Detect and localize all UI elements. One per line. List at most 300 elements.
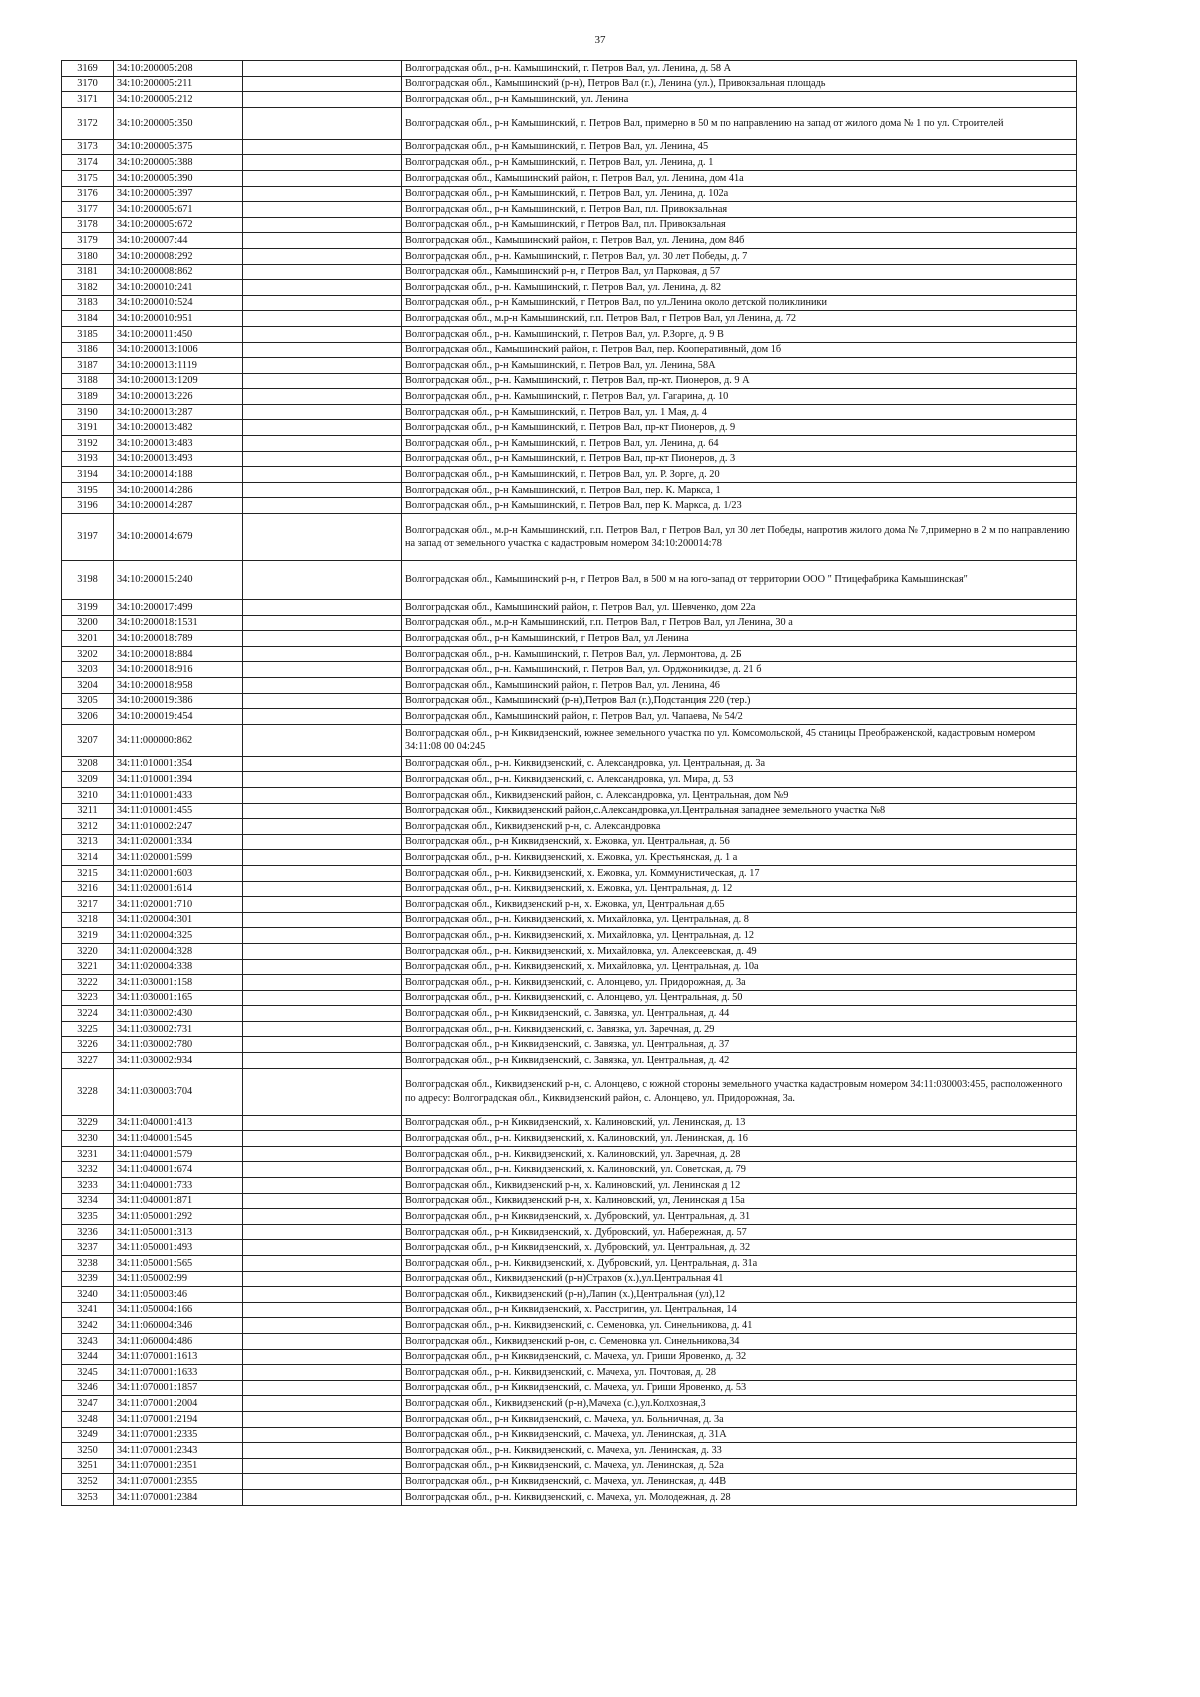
table-row xyxy=(62,1427,1077,1443)
row-number-cell: 3197 xyxy=(62,514,114,561)
table-row xyxy=(62,217,1077,233)
cadastral-number-cell: 34:10:200005:212 xyxy=(114,92,243,108)
table-row xyxy=(62,865,1077,881)
cadastral-number-cell: 34:11:050001:493 xyxy=(114,1240,243,1256)
empty-cell xyxy=(243,295,402,311)
row-number-cell: 3231 xyxy=(62,1146,114,1162)
empty-cell xyxy=(243,404,402,420)
table-row xyxy=(62,280,1077,296)
row-number-cell: 3180 xyxy=(62,248,114,264)
address-cell: Волгоградская обл., р-н. Киквидзенский, с. Мачеха, ул. Ленинская, д. 33 xyxy=(402,1443,1077,1459)
table-row xyxy=(62,186,1077,202)
table-row xyxy=(62,139,1077,155)
empty-cell xyxy=(243,1256,402,1272)
table-row xyxy=(62,1287,1077,1303)
empty-cell xyxy=(243,1396,402,1412)
address-cell: Волгоградская обл., р-н. Киквидзенский, х. Калиновский, ул. Ленинская, д. 16 xyxy=(402,1131,1077,1147)
empty-cell xyxy=(243,897,402,913)
empty-cell xyxy=(243,975,402,991)
row-number-cell: 3232 xyxy=(62,1162,114,1178)
empty-cell xyxy=(243,248,402,264)
cadastral-number-cell: 34:11:070001:1633 xyxy=(114,1365,243,1381)
address-cell: Волгоградская обл., р-н Киквидзенский, с. Завязка, ул. Центральная, д. 44 xyxy=(402,1006,1077,1022)
empty-cell xyxy=(243,202,402,218)
table-row xyxy=(62,1131,1077,1147)
row-number-cell: 3192 xyxy=(62,436,114,452)
table-row xyxy=(62,311,1077,327)
address-cell: Волгоградская обл., Камышинский район, г. Петров Вал, ул. Шевченко, дом 22а xyxy=(402,600,1077,616)
table-row xyxy=(62,990,1077,1006)
address-cell: Волгоградская обл., р-н. Киквидзенский, с. Завязка, ул. Заречная, д. 29 xyxy=(402,1021,1077,1037)
row-number-cell: 3216 xyxy=(62,881,114,897)
table-row xyxy=(62,248,1077,264)
row-number-cell: 3210 xyxy=(62,787,114,803)
table-row xyxy=(62,1146,1077,1162)
cadastral-number-cell: 34:11:010001:455 xyxy=(114,803,243,819)
table-row xyxy=(62,834,1077,850)
address-cell: Волгоградская обл., Камышинский р-н, г Петров Вал, в 500 м на юго-запад от территории ООО " Птицефабрика Камышинская" xyxy=(402,561,1077,600)
address-cell: Волгоградская обл., р-н. Киквидзенский, с. Александровка, ул. Мира, д. 53 xyxy=(402,772,1077,788)
row-number-cell: 3186 xyxy=(62,342,114,358)
address-cell: Волгоградская обл., р-н. Киквидзенский, х. Михайловка, ул. Алексеевская, д. 49 xyxy=(402,943,1077,959)
table-row xyxy=(62,61,1077,77)
empty-cell xyxy=(243,217,402,233)
empty-cell xyxy=(243,1053,402,1069)
row-number-cell: 3169 xyxy=(62,61,114,77)
address-cell: Волгоградская обл., Киквидзенский р-н, х. Калиновский, ул. Ленинская д 12 xyxy=(402,1178,1077,1194)
cadastral-number-cell: 34:10:200018:884 xyxy=(114,646,243,662)
row-number-cell: 3213 xyxy=(62,834,114,850)
table-row xyxy=(62,76,1077,92)
table-row xyxy=(62,787,1077,803)
empty-cell xyxy=(243,170,402,186)
address-cell: Волгоградская обл., р-н Камышинский, г. Петров Вал, ул. Ленина, д. 1 xyxy=(402,155,1077,171)
row-number-cell: 3245 xyxy=(62,1365,114,1381)
address-cell: Волгоградская обл., р-н Камышинский, г. Петров Вал, пр-кт Пионеров, д. 3 xyxy=(402,451,1077,467)
cadastral-number-cell: 34:10:200010:524 xyxy=(114,295,243,311)
empty-cell xyxy=(243,1380,402,1396)
table-row xyxy=(62,912,1077,928)
address-cell: Волгоградская обл., р-н. Киквидзенский, х. Дубровский, ул. Центральная, д. 31а xyxy=(402,1256,1077,1272)
cadastral-number-cell: 34:11:020001:599 xyxy=(114,850,243,866)
address-cell: Волгоградская обл., р-н. Камышинский, г. Петров Вал, ул. Гагарина, д. 10 xyxy=(402,389,1077,405)
cadastral-number-cell: 34:10:200018:916 xyxy=(114,662,243,678)
row-number-cell: 3188 xyxy=(62,373,114,389)
table-row xyxy=(62,678,1077,694)
empty-cell xyxy=(243,787,402,803)
empty-cell xyxy=(243,92,402,108)
cadastral-number-cell: 34:10:200019:454 xyxy=(114,709,243,725)
address-cell: Волгоградская обл., р-н Киквидзенский, х. Дубровский, ул. Центральная, д. 31 xyxy=(402,1209,1077,1225)
address-cell: Волгоградская обл., р-н. Камышинский, г. Петров Вал, ул. Р.Зорге, д. 9 В xyxy=(402,326,1077,342)
row-number-cell: 3230 xyxy=(62,1131,114,1147)
address-cell: Волгоградская обл., р-н Киквидзенский, с. Мачеха, ул. Ленинская, д. 31А xyxy=(402,1427,1077,1443)
empty-cell xyxy=(243,264,402,280)
cadastral-number-cell: 34:10:200011:450 xyxy=(114,326,243,342)
row-number-cell: 3207 xyxy=(62,724,114,756)
cadastral-number-cell: 34:10:200015:240 xyxy=(114,561,243,600)
empty-cell xyxy=(243,1037,402,1053)
empty-cell xyxy=(243,943,402,959)
table-row xyxy=(62,819,1077,835)
empty-cell xyxy=(243,311,402,327)
address-cell: Волгоградская обл., р-н Киквидзенский, с. Мачеха, ул. Гриши Яровенко, д. 53 xyxy=(402,1380,1077,1396)
table-row xyxy=(62,1224,1077,1240)
row-number-cell: 3233 xyxy=(62,1178,114,1194)
address-cell: Волгоградская обл., р-н. Киквидзенский, с. Мачеха, ул. Почтовая, д. 28 xyxy=(402,1365,1077,1381)
table-row xyxy=(62,420,1077,436)
table-row xyxy=(62,1443,1077,1459)
table-row xyxy=(62,1302,1077,1318)
cadastral-number-cell: 34:10:200008:292 xyxy=(114,248,243,264)
cadastral-number-cell: 34:11:010001:354 xyxy=(114,756,243,772)
table-row xyxy=(62,358,1077,374)
cadastral-number-cell: 34:11:070001:2335 xyxy=(114,1427,243,1443)
empty-cell xyxy=(243,514,402,561)
row-number-cell: 3214 xyxy=(62,850,114,866)
address-cell: Волгоградская обл., р-н Камышинский, г. Петров Вал, пл. Привокзальная xyxy=(402,202,1077,218)
table-row xyxy=(62,436,1077,452)
table-row xyxy=(62,1396,1077,1412)
address-cell: Волгоградская обл., Киквидзенский (р-н)Страхов (х.),ул.Центральная 41 xyxy=(402,1271,1077,1287)
row-number-cell: 3223 xyxy=(62,990,114,1006)
address-cell: Волгоградская обл., Киквидзенский р-н, х. Калиновский, ул, Ленинская д 15а xyxy=(402,1193,1077,1209)
cadastral-number-cell: 34:11:020001:334 xyxy=(114,834,243,850)
row-number-cell: 3247 xyxy=(62,1396,114,1412)
address-cell: Волгоградская обл., Камышинский р-н, г Петров Вал, ул Парковая, д 57 xyxy=(402,264,1077,280)
row-number-cell: 3225 xyxy=(62,1021,114,1037)
table-row xyxy=(62,514,1077,561)
empty-cell xyxy=(243,467,402,483)
row-number-cell: 3177 xyxy=(62,202,114,218)
table-row xyxy=(62,615,1077,631)
cadastral-number-cell: 34:11:040001:545 xyxy=(114,1131,243,1147)
cadastral-number-cell: 34:11:020001:614 xyxy=(114,881,243,897)
address-cell: Волгоградская обл., р-н. Киквидзенский, с. Мачеха, ул. Молодежная, д. 28 xyxy=(402,1489,1077,1505)
table-row xyxy=(62,1037,1077,1053)
empty-cell xyxy=(243,61,402,77)
cadastral-number-cell: 34:10:200013:483 xyxy=(114,436,243,452)
cadastral-number-cell: 34:11:050002:99 xyxy=(114,1271,243,1287)
address-cell: Волгоградская обл., р-н Камышинский, г. Петров Вал, ул. Ленина, 58А xyxy=(402,358,1077,374)
address-cell: Волгоградская обл., р-н. Камышинский, г. Петров Вал, ул. Ленина, д. 82 xyxy=(402,280,1077,296)
table-row xyxy=(62,850,1077,866)
table-row xyxy=(62,498,1077,514)
cadastral-number-cell: 34:11:040001:733 xyxy=(114,1178,243,1194)
cadastral-number-cell: 34:10:200005:671 xyxy=(114,202,243,218)
empty-cell xyxy=(243,326,402,342)
table-row xyxy=(62,756,1077,772)
row-number-cell: 3218 xyxy=(62,912,114,928)
row-number-cell: 3212 xyxy=(62,819,114,835)
empty-cell xyxy=(243,186,402,202)
address-cell: Волгоградская обл., р-н Киквидзенский, с. Мачеха, ул. Ленинская, д. 44В xyxy=(402,1474,1077,1490)
row-number-cell: 3181 xyxy=(62,264,114,280)
page-number: 37 xyxy=(594,34,606,46)
empty-cell xyxy=(243,1146,402,1162)
row-number-cell: 3222 xyxy=(62,975,114,991)
empty-cell xyxy=(243,646,402,662)
cadastral-number-cell: 34:11:010002:247 xyxy=(114,819,243,835)
empty-cell xyxy=(243,1365,402,1381)
cadastral-number-cell: 34:11:030003:704 xyxy=(114,1068,243,1115)
row-number-cell: 3209 xyxy=(62,772,114,788)
cadastral-number-cell: 34:11:070001:2004 xyxy=(114,1396,243,1412)
empty-cell xyxy=(243,1443,402,1459)
row-number-cell: 3176 xyxy=(62,186,114,202)
empty-cell xyxy=(243,678,402,694)
cadastral-number-cell: 34:10:200005:672 xyxy=(114,217,243,233)
empty-cell xyxy=(243,709,402,725)
cadastral-number-cell: 34:11:050001:313 xyxy=(114,1224,243,1240)
empty-cell xyxy=(243,1115,402,1131)
cadastral-number-cell: 34:11:030001:165 xyxy=(114,990,243,1006)
address-cell: Волгоградская обл., р-н Киквидзенский, южнее земельного участка по ул. Комсомольской, 45 станицы Преображенской, кадастровым номером 34:11:08 00 04:245 xyxy=(402,724,1077,756)
table-row xyxy=(62,107,1077,139)
empty-cell xyxy=(243,358,402,374)
empty-cell xyxy=(243,803,402,819)
row-number-cell: 3224 xyxy=(62,1006,114,1022)
row-number-cell: 3200 xyxy=(62,615,114,631)
cadastral-number-cell: 34:11:020001:603 xyxy=(114,865,243,881)
row-number-cell: 3185 xyxy=(62,326,114,342)
row-number-cell: 3191 xyxy=(62,420,114,436)
address-cell: Волгоградская обл., Камышинский район, г. Петров Вал, ул. Ленина, дом 84б xyxy=(402,233,1077,249)
row-number-cell: 3208 xyxy=(62,756,114,772)
address-cell: Волгоградская обл., р-н Киквидзенский, х. Расстригин, ул. Центральная, 14 xyxy=(402,1302,1077,1318)
cadastral-number-cell: 34:11:020004:301 xyxy=(114,912,243,928)
empty-cell xyxy=(243,756,402,772)
cadastral-number-cell: 34:10:200007:44 xyxy=(114,233,243,249)
cadastral-number-cell: 34:11:010001:394 xyxy=(114,772,243,788)
empty-cell xyxy=(243,1178,402,1194)
row-number-cell: 3227 xyxy=(62,1053,114,1069)
empty-cell xyxy=(243,959,402,975)
address-cell: Волгоградская обл., р-н Камышинский, г. Петров Вал, ул. 1 Мая, д. 4 xyxy=(402,404,1077,420)
row-number-cell: 3253 xyxy=(62,1489,114,1505)
empty-cell xyxy=(243,1318,402,1334)
cadastral-number-cell: 34:10:200014:286 xyxy=(114,482,243,498)
empty-cell xyxy=(243,76,402,92)
address-cell: Волгоградская обл., Камышинский (р-н), Петров Вал (г.), Ленина (ул.), Привокзальная площадь xyxy=(402,76,1077,92)
row-number-cell: 3174 xyxy=(62,155,114,171)
empty-cell xyxy=(243,420,402,436)
table-row xyxy=(62,1256,1077,1272)
cadastral-number-cell: 34:10:200005:397 xyxy=(114,186,243,202)
row-number-cell: 3190 xyxy=(62,404,114,420)
table-row xyxy=(62,1458,1077,1474)
row-number-cell: 3179 xyxy=(62,233,114,249)
address-cell: Волгоградская обл., Киквидзенский район, с. Александровка, ул. Центральная, дом №9 xyxy=(402,787,1077,803)
empty-cell xyxy=(243,1240,402,1256)
row-number-cell: 3235 xyxy=(62,1209,114,1225)
cadastral-number-cell: 34:10:200018:1531 xyxy=(114,615,243,631)
table-row xyxy=(62,373,1077,389)
row-number-cell: 3234 xyxy=(62,1193,114,1209)
empty-cell xyxy=(243,139,402,155)
empty-cell xyxy=(243,1131,402,1147)
row-number-cell: 3220 xyxy=(62,943,114,959)
table-row xyxy=(62,693,1077,709)
table-row xyxy=(62,662,1077,678)
address-cell: Волгоградская обл., Киквидзенский р-н, с. Александровка xyxy=(402,819,1077,835)
address-cell: Волгоградская обл., р-н Камышинский, г. Петров Вал, ул. Ленина, д. 64 xyxy=(402,436,1077,452)
address-cell: Волгоградская обл., р-н. Камышинский, г. Петров Вал, ул. Лермонтова, д. 2Б xyxy=(402,646,1077,662)
empty-cell xyxy=(243,1349,402,1365)
address-cell: Волгоградская обл., р-н Камышинский, г Петров Вал, по ул.Ленина около детской поликлиники xyxy=(402,295,1077,311)
row-number-cell: 3199 xyxy=(62,600,114,616)
cadastral-number-cell: 34:10:200014:188 xyxy=(114,467,243,483)
address-cell: Волгоградская обл., р-н. Киквидзенский, х. Михайловка, ул. Центральная, д. 8 xyxy=(402,912,1077,928)
table-row xyxy=(62,1193,1077,1209)
empty-cell xyxy=(243,1474,402,1490)
row-number-cell: 3175 xyxy=(62,170,114,186)
address-cell: Волгоградская обл., р-н. Киквидзенский, х. Михайловка, ул. Центральная, д. 12 xyxy=(402,928,1077,944)
cadastral-number-cell: 34:10:200008:862 xyxy=(114,264,243,280)
row-number-cell: 3242 xyxy=(62,1318,114,1334)
table-row xyxy=(62,326,1077,342)
address-cell: Волгоградская обл., р-н. Киквидзенский, х. Ежовка, ул. Крестьянская, д. 1 а xyxy=(402,850,1077,866)
empty-cell xyxy=(243,389,402,405)
table-row xyxy=(62,451,1077,467)
table-row xyxy=(62,389,1077,405)
cadastral-number-cell: 34:10:200005:388 xyxy=(114,155,243,171)
empty-cell xyxy=(243,1224,402,1240)
address-cell: Волгоградская обл., р-н Киквидзенский, х. Дубровский, ул. Набережная, д. 57 xyxy=(402,1224,1077,1240)
cadastral-number-cell: 34:10:200019:386 xyxy=(114,693,243,709)
address-cell: Волгоградская обл., Камышинский район, г. Петров Вал, ул. Ленина, 46 xyxy=(402,678,1077,694)
address-cell: Волгоградская обл., р-н. Киквидзенский, х. Калиновский, ул. Заречная, д. 28 xyxy=(402,1146,1077,1162)
table-row xyxy=(62,1178,1077,1194)
cadastral-number-cell: 34:10:200013:226 xyxy=(114,389,243,405)
row-number-cell: 3193 xyxy=(62,451,114,467)
row-number-cell: 3194 xyxy=(62,467,114,483)
table-row xyxy=(62,92,1077,108)
row-number-cell: 3206 xyxy=(62,709,114,725)
cadastral-number-cell: 34:10:200005:350 xyxy=(114,107,243,139)
empty-cell xyxy=(243,865,402,881)
empty-cell xyxy=(243,1302,402,1318)
address-cell: Волгоградская обл., р-н. Киквидзенский, с. Александровка, ул. Центральная, д. 3а xyxy=(402,756,1077,772)
cadastral-number-cell: 34:10:200013:1209 xyxy=(114,373,243,389)
address-cell: Волгоградская обл., Камышинский район, г. Петров Вал, ул. Ленина, дом 41а xyxy=(402,170,1077,186)
address-cell: Волгоградская обл., р-н Камышинский, г Петров Вал, ул Ленина xyxy=(402,631,1077,647)
cadastral-number-cell: 34:10:200005:211 xyxy=(114,76,243,92)
row-number-cell: 3195 xyxy=(62,482,114,498)
table-row xyxy=(62,1053,1077,1069)
row-number-cell: 3173 xyxy=(62,139,114,155)
table-row xyxy=(62,561,1077,600)
row-number-cell: 3246 xyxy=(62,1380,114,1396)
address-cell: Волгоградская обл., р-н. Камышинский, г. Петров Вал, ул. Ленина, д. 58 А xyxy=(402,61,1077,77)
table-row xyxy=(62,1365,1077,1381)
cadastral-number-cell: 34:11:070001:2194 xyxy=(114,1411,243,1427)
row-number-cell: 3248 xyxy=(62,1411,114,1427)
empty-cell xyxy=(243,436,402,452)
address-cell: Волгоградская обл., м.р-н Камышинский, г.п. Петров Вал, г Петров Вал, ул 30 лет Победы, напротив жилого дома № 7,примерно в 2 м по направлению на запад от земельного участка с кадастровым номером 34:10:200014:78 xyxy=(402,514,1077,561)
empty-cell xyxy=(243,1193,402,1209)
cadastral-number-cell: 34:11:040001:413 xyxy=(114,1115,243,1131)
empty-cell xyxy=(243,451,402,467)
cadastral-number-cell: 34:11:010001:433 xyxy=(114,787,243,803)
row-number-cell: 3251 xyxy=(62,1458,114,1474)
empty-cell xyxy=(243,1271,402,1287)
table-row xyxy=(62,1068,1077,1115)
address-cell: Волгоградская обл., м.р-н Камышинский, г.п. Петров Вал, г Петров Вал, ул Ленина, 30 а xyxy=(402,615,1077,631)
table-row xyxy=(62,295,1077,311)
row-number-cell: 3202 xyxy=(62,646,114,662)
cadastral-number-cell: 34:11:070001:2355 xyxy=(114,1474,243,1490)
address-cell: Волгоградская обл., р-н Киквидзенский, х. Ежовка, ул. Центральная, д. 56 xyxy=(402,834,1077,850)
row-number-cell: 3244 xyxy=(62,1349,114,1365)
cadastral-number-cell: 34:11:060004:346 xyxy=(114,1318,243,1334)
address-cell: Волгоградская обл., р-н Киквидзенский, с. Завязка, ул. Центральная, д. 42 xyxy=(402,1053,1077,1069)
cadastral-number-cell: 34:10:200018:789 xyxy=(114,631,243,647)
table-row xyxy=(62,1411,1077,1427)
empty-cell xyxy=(243,1411,402,1427)
address-cell: Волгоградская обл., р-н Камышинский, г. Петров Вал, пер К. Маркса, д. 1/23 xyxy=(402,498,1077,514)
address-cell: Волгоградская обл., р-н Камышинский, г Петров Вал, пл. Привокзальная xyxy=(402,217,1077,233)
table-row xyxy=(62,1380,1077,1396)
row-number-cell: 3215 xyxy=(62,865,114,881)
empty-cell xyxy=(243,342,402,358)
table-row xyxy=(62,1271,1077,1287)
empty-cell xyxy=(243,819,402,835)
address-cell: Волгоградская обл., р-н Киквидзенский, х. Калиновский, ул. Ленинская, д. 13 xyxy=(402,1115,1077,1131)
row-number-cell: 3217 xyxy=(62,897,114,913)
table-row xyxy=(62,1006,1077,1022)
row-number-cell: 3183 xyxy=(62,295,114,311)
address-cell: Волгоградская обл., р-н Камышинский, г. Петров Вал, ул. Ленина, д. 102а xyxy=(402,186,1077,202)
address-cell: Волгоградская обл., м.р-н Камышинский, г.п. Петров Вал, г Петров Вал, ул Ленина, д. 72 xyxy=(402,311,1077,327)
address-cell: Волгоградская обл., р-н. Камышинский, г. Петров Вал, пр-кт. Пионеров, д. 9 А xyxy=(402,373,1077,389)
empty-cell xyxy=(243,1489,402,1505)
table-row xyxy=(62,202,1077,218)
address-cell: Волгоградская обл., р-н Киквидзенский, с. Мачеха, ул. Гриши Яровенко, д. 32 xyxy=(402,1349,1077,1365)
row-number-cell: 3252 xyxy=(62,1474,114,1490)
empty-cell xyxy=(243,772,402,788)
address-cell: Волгоградская обл., р-н Камышинский, г. Петров Вал, примерно в 50 м по направлению на запад от жилого дома № 1 по ул. Строителей xyxy=(402,107,1077,139)
empty-cell xyxy=(243,155,402,171)
address-cell: Волгоградская обл., р-н. Камышинский, г. Петров Вал, ул. 30 лет Победы, д. 7 xyxy=(402,248,1077,264)
address-cell: Волгоградская обл., Киквидзенский р-н, с. Алонцево, с южной стороны земельного участка кадастровым номером 34:11:030003:455, расположенного по адресу: Волгоградская обл., Киквидзенский район, с. Алонцево, ул. Придорожная, 3а. xyxy=(402,1068,1077,1115)
empty-cell xyxy=(243,615,402,631)
row-number-cell: 3239 xyxy=(62,1271,114,1287)
table-row xyxy=(62,724,1077,756)
row-number-cell: 3243 xyxy=(62,1333,114,1349)
row-number-cell: 3203 xyxy=(62,662,114,678)
empty-cell xyxy=(243,233,402,249)
table-row xyxy=(62,155,1077,171)
address-cell: Волгоградская обл., р-н Киквидзенский, с. Мачеха, ул. Больничная, д. 3а xyxy=(402,1411,1077,1427)
table-row xyxy=(62,1474,1077,1490)
cadastral-number-cell: 34:11:050001:292 xyxy=(114,1209,243,1225)
cadastral-number-cell: 34:11:020001:710 xyxy=(114,897,243,913)
cadastral-number-cell: 34:11:050001:565 xyxy=(114,1256,243,1272)
empty-cell xyxy=(243,600,402,616)
row-number-cell: 3205 xyxy=(62,693,114,709)
empty-cell xyxy=(243,631,402,647)
address-cell: Волгоградская обл., р-н. Камышинский, г. Петров Вал, ул. Орджоникидзе, д. 21 б xyxy=(402,662,1077,678)
row-number-cell: 3178 xyxy=(62,217,114,233)
row-number-cell: 3201 xyxy=(62,631,114,647)
empty-cell xyxy=(243,1068,402,1115)
address-cell: Волгоградская обл., Киквидзенский (р-н),Мачеха (с.),ул.Колхозная,3 xyxy=(402,1396,1077,1412)
table-row xyxy=(62,1349,1077,1365)
address-cell: Волгоградская обл., р-н Киквидзенский, с. Мачеха, ул. Ленинская, д. 52а xyxy=(402,1458,1077,1474)
cadastral-number-cell: 34:11:070001:2343 xyxy=(114,1443,243,1459)
row-number-cell: 3236 xyxy=(62,1224,114,1240)
